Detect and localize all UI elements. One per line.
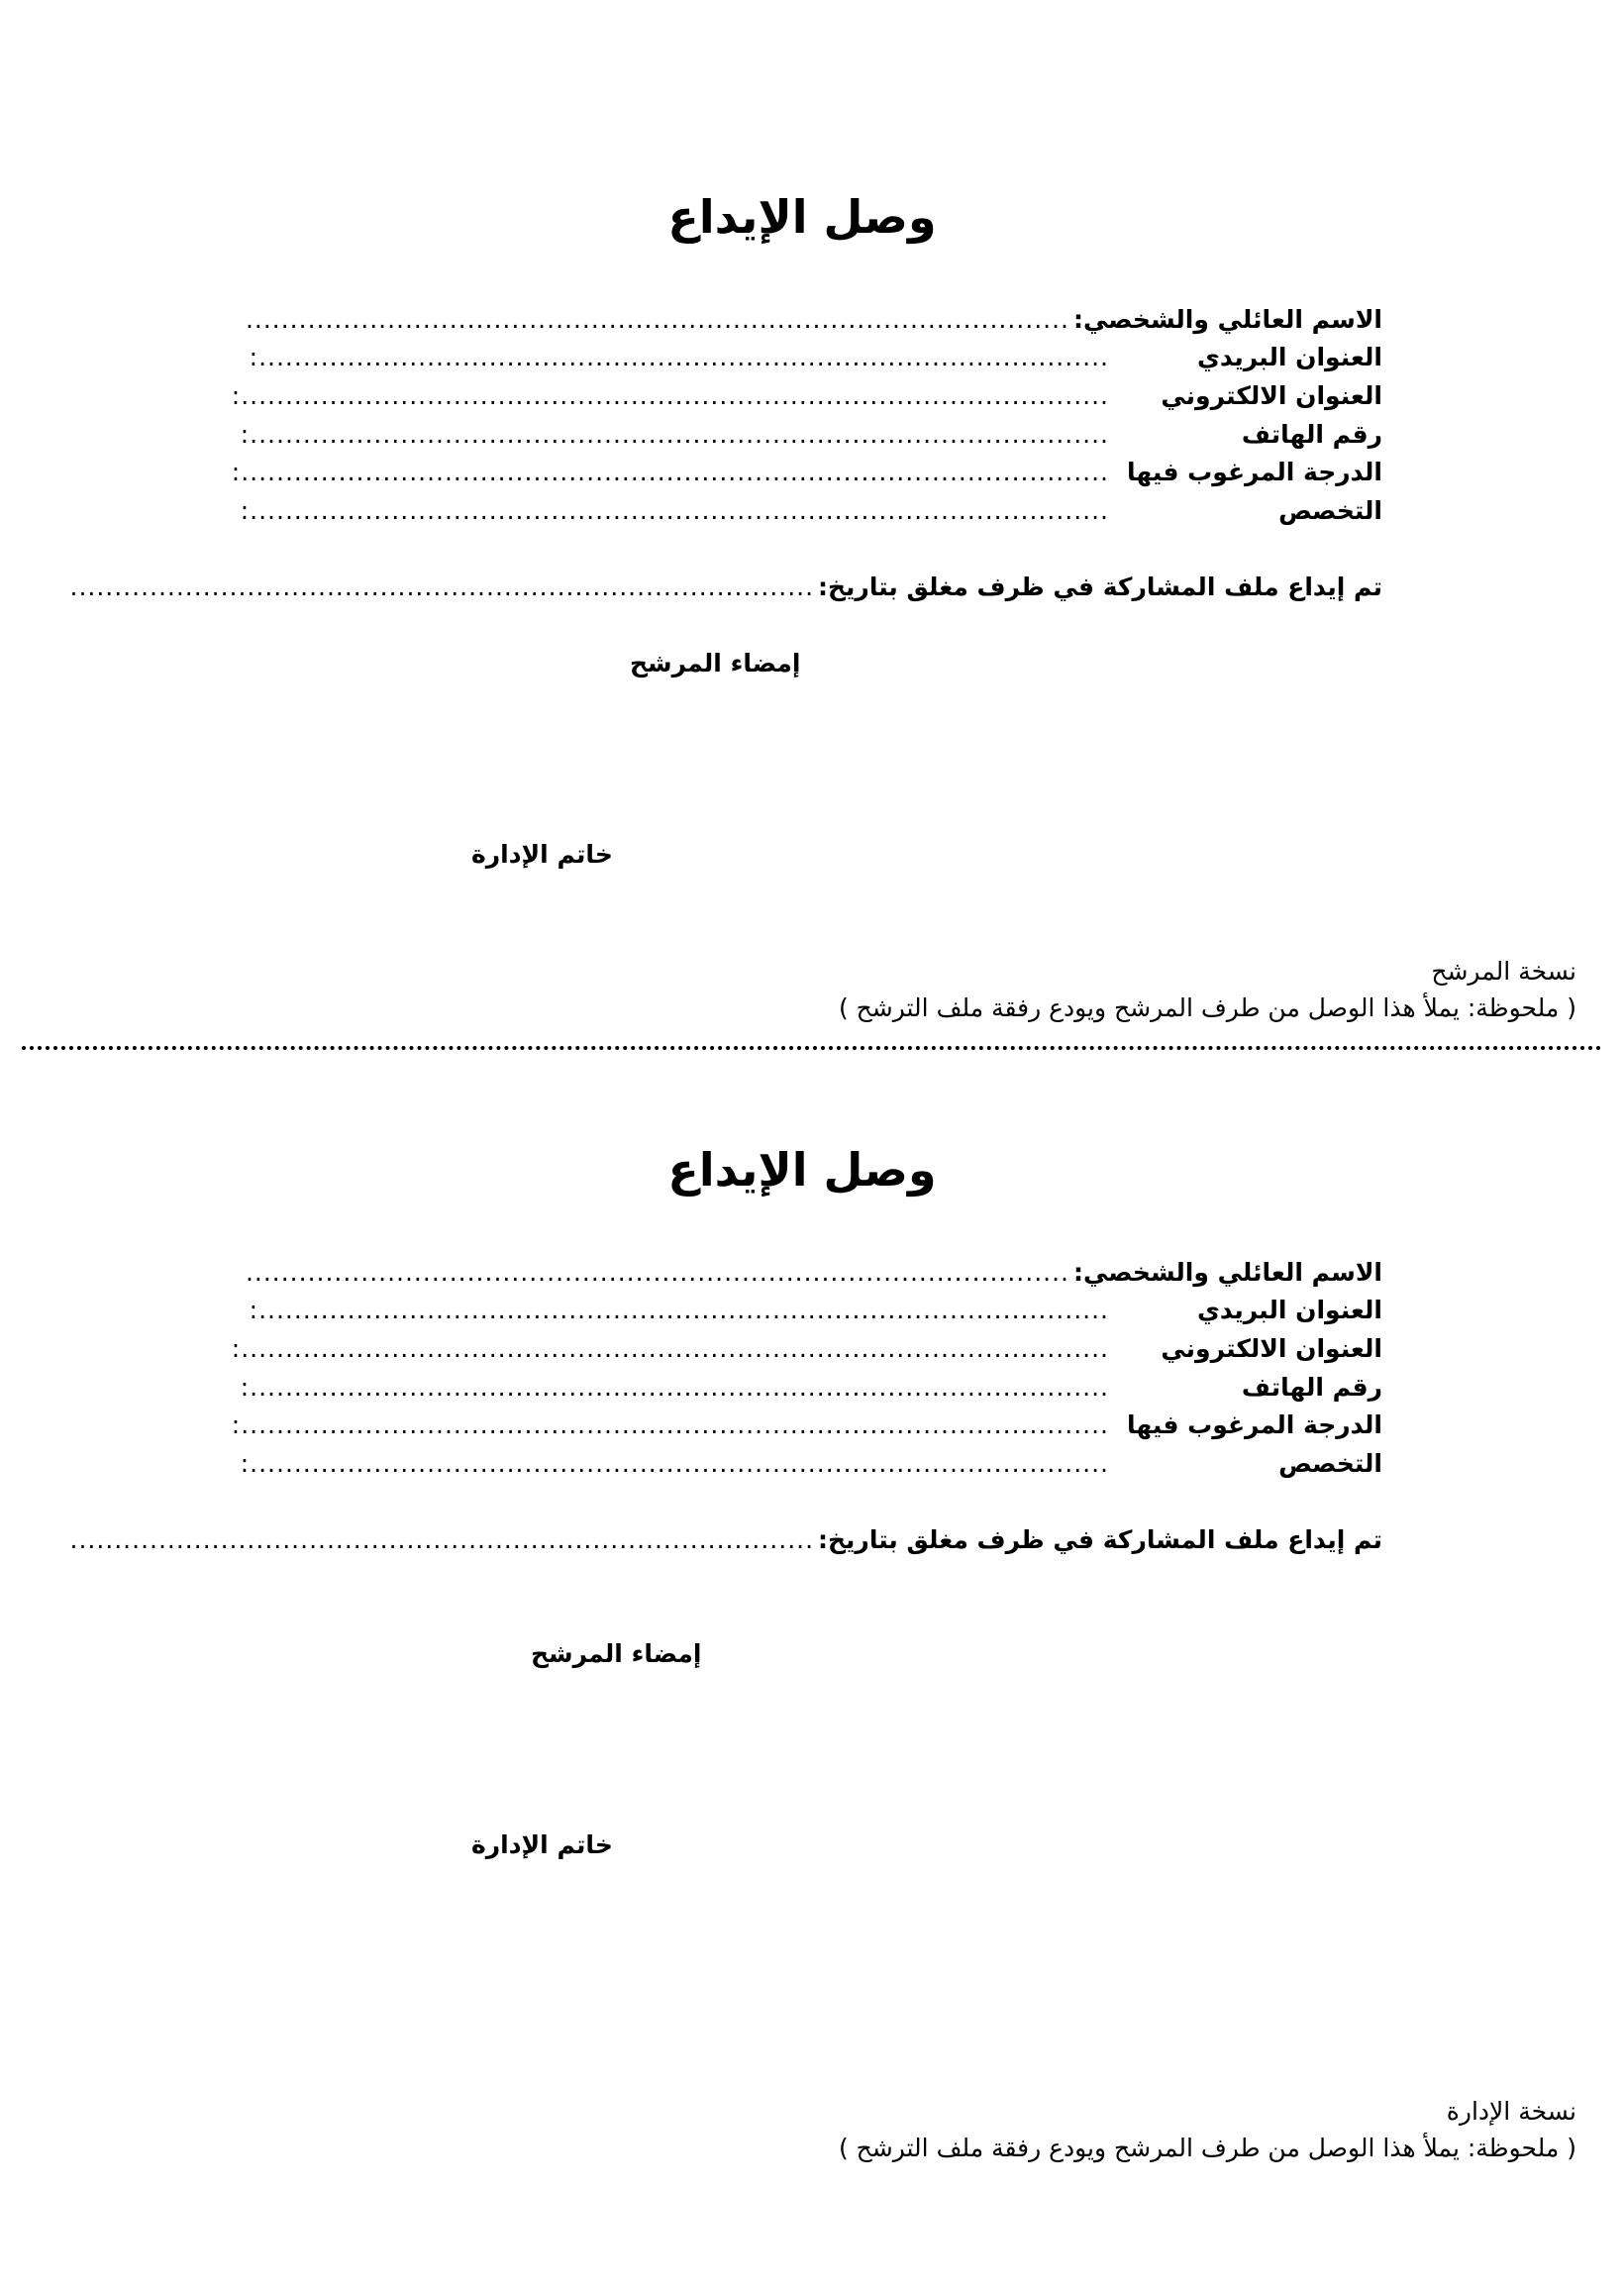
copy-label: نسخة الإدارة [1446,2097,1576,2126]
cut-dotted-line [22,1046,1602,1050]
field-label: الاسم العائلي والشخصي: [1073,305,1382,334]
field-dotted-line: ............................................................................................. [245,305,1069,334]
field-dotted-line: :................................................................................................. [240,420,1109,449]
field-dotted-line: :................................................................................................. [240,496,1109,525]
deposit-date-label: تم إيداع ملف المشاركة في ظرف مغلق بتاريخ: [818,573,1382,601]
field-dotted-line: ............................................................................................. [245,1258,1069,1287]
field-label: رقم الهاتف [1241,1373,1382,1402]
field-dotted-line: :................................................................................................ [249,1296,1109,1324]
field-postal-address [249,1296,1382,1333]
deposit-date-line [69,573,1382,610]
field-dotted-line: :................................................................................................. [240,1449,1109,1478]
receipt-note: ( ملحوظة: يملأ هذا الوصل من طرف المرشح ويودع رفقة ملف الترشح ) [838,2134,1576,2162]
field-label: التخصص [1278,496,1382,525]
copy-label: نسخة المرشح [1431,957,1576,986]
field-specialty [240,1449,1382,1487]
field-dotted-line: :.................................................................................................. [231,458,1109,486]
field-phone [240,1373,1382,1410]
field-dotted-line: :.................................................................................................. [231,1334,1109,1363]
field-label: الدرجة المرغوب فيها [1127,458,1382,486]
field-desired-grade [231,458,1382,495]
field-email [231,381,1382,419]
receipt-title: وصل الإيداع [667,1143,937,1197]
field-dotted-line: :................................................................................................ [249,343,1109,371]
field-desired-grade [231,1410,1382,1448]
field-label: العنوان الالكتروني [1161,381,1382,410]
admin-stamp-label: خاتم الإدارة [471,840,613,869]
field-phone [240,420,1382,458]
admin-stamp-label: خاتم الإدارة [471,1830,613,1859]
field-label: التخصص [1278,1449,1382,1478]
field-email [231,1334,1382,1372]
deposit-date-dotted-line: .................................................................................... [69,573,815,601]
field-label: العنوان البريدي [1196,343,1382,371]
field-full-name [245,1258,1382,1296]
field-dotted-line: :.................................................................................................. [231,381,1109,410]
field-label: العنوان الالكتروني [1161,1334,1382,1363]
field-label: العنوان البريدي [1196,1296,1382,1324]
receipt-note: ( ملحوظة: يملأ هذا الوصل من طرف المرشح ويودع رفقة ملف الترشح ) [838,993,1576,1022]
deposit-date-dotted-line: .................................................................................... [69,1525,815,1554]
field-dotted-line: :................................................................................................. [240,1373,1109,1402]
field-dotted-line: :.................................................................................................. [231,1410,1109,1439]
field-postal-address [249,343,1382,380]
field-label: الاسم العائلي والشخصي: [1073,1258,1382,1287]
candidate-signature-label: إمضاء المرشح [630,649,801,678]
field-full-name [245,305,1382,343]
field-specialty [240,496,1382,534]
field-label: الدرجة المرغوب فيها [1127,1410,1382,1439]
deposit-date-line [69,1525,1382,1563]
receipt-title: وصل الإيداع [667,190,937,244]
deposit-date-label: تم إيداع ملف المشاركة في ظرف مغلق بتاريخ: [818,1525,1382,1554]
field-label: رقم الهاتف [1241,420,1382,449]
candidate-signature-label: إمضاء المرشح [531,1639,702,1668]
